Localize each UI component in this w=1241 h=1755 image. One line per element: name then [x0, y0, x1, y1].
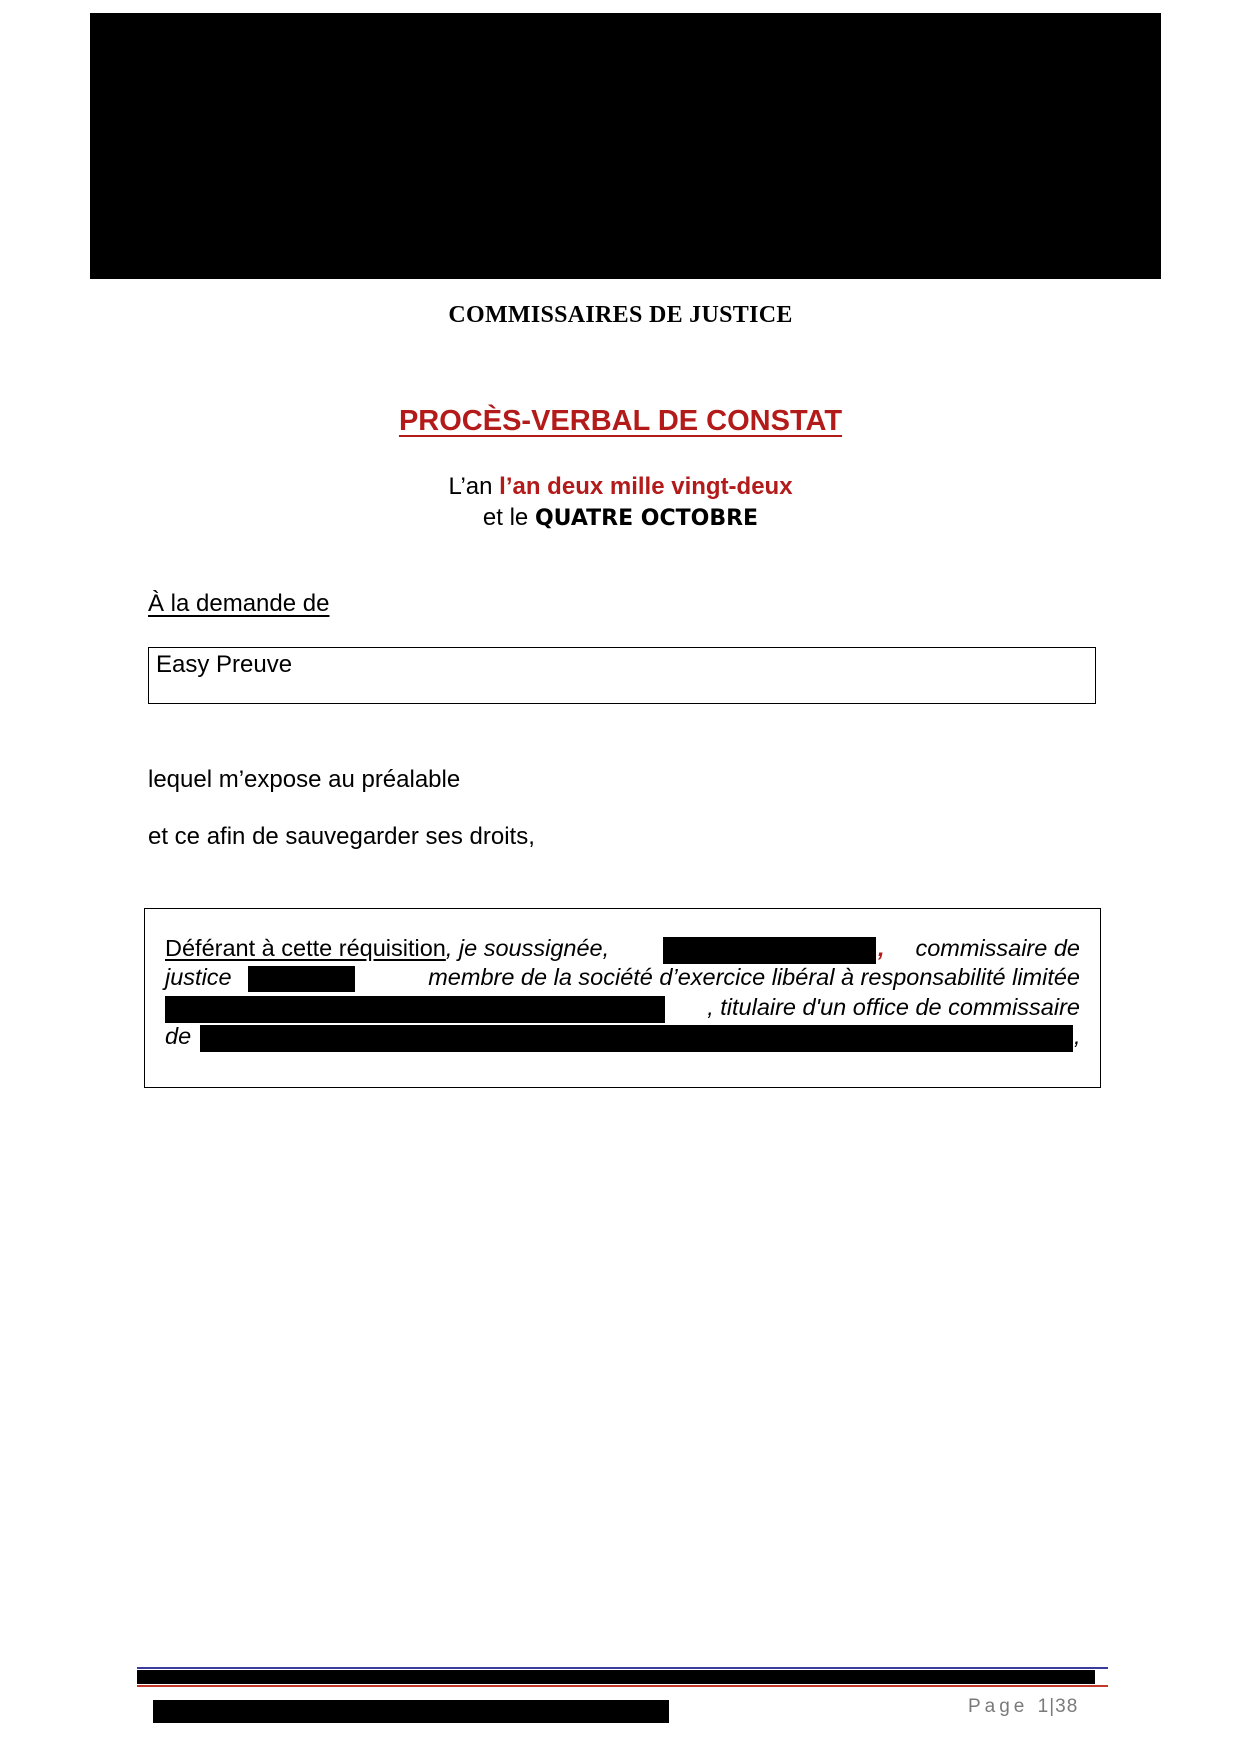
deferral-lead: Déférant à cette réquisition — [165, 935, 446, 961]
deferral-part5: , titulaire d'un office de commissaire — [707, 994, 1080, 1020]
deferral-line-1 — [165, 935, 609, 962]
page-number: Page 1|38 — [968, 1696, 1079, 1717]
rights-text: et ce afin de sauvegarder ses droits, — [148, 823, 535, 850]
year-prefix: L’an — [448, 473, 493, 500]
deferral-part6: de — [165, 1023, 192, 1049]
page-total: 38 — [1055, 1696, 1079, 1717]
redacted-letterhead — [90, 13, 1161, 279]
deferral-part4: membre de la société d’exercice libéral à responsabilité limitée — [428, 964, 1080, 990]
redacted-location — [200, 1025, 1073, 1052]
requester-name: Easy Preuve — [156, 651, 293, 678]
footer-divider-red — [137, 1685, 1108, 1687]
day-text: QUATRE OCTOBRE — [534, 506, 759, 531]
profession-heading: COMMISSAIRES DE JUSTICE — [448, 302, 793, 328]
redacted-footer-address — [137, 1670, 1095, 1684]
page-current: 1 — [1037, 1696, 1050, 1717]
redacted-office — [248, 966, 355, 992]
day-prefix: et le — [482, 504, 529, 531]
document-title: PROCÈS-VERBAL DE CONSTAT — [398, 405, 843, 437]
deferral-box — [144, 908, 1101, 1088]
requester-box — [148, 647, 1096, 704]
deferral-comma: , — [878, 935, 885, 961]
deferral-part7: , — [1074, 1023, 1081, 1049]
redacted-footer-contact — [153, 1700, 669, 1723]
footer-divider-blue — [137, 1667, 1108, 1669]
deferral-part2: commissaire de — [915, 935, 1080, 961]
page-label: Page — [968, 1696, 1029, 1717]
redacted-name — [663, 937, 876, 964]
year-line — [0, 473, 1241, 501]
exposes-text: lequel m’expose au préalable — [148, 766, 461, 793]
request-label: À la demande de — [148, 590, 330, 617]
deferral-part3: justice — [165, 964, 232, 990]
year-text: l’an deux mille vingt-deux — [499, 473, 793, 500]
deferral-part1: , je soussignée, — [445, 935, 610, 961]
redacted-company — [165, 996, 665, 1023]
date-line — [0, 504, 1241, 532]
